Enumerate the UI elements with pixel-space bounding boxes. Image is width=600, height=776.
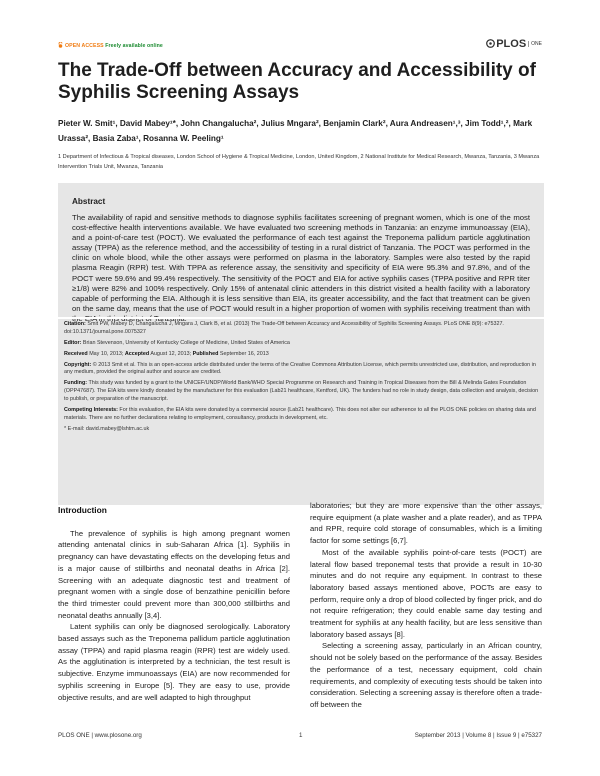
article-title: The Trade-Off between Accuracy and Accessibility of Syphilis Screening Assays: [58, 60, 536, 103]
abstract-text: The availability of rapid and sensitive methods to diagnose syphilis facilitates screening of pregnant women, which is one of the most cost-effective health interventions available. We have evaluated two screening methods in Tanzania: an enzyme immunoassay (EIA), and a point-of-care test (POCT). We evaluated the performance of each test against the Treponema pallidum particle agglutination assay (TPPA) as the reference method, and the accessibility of testing in a rural district of Tanzania. The POCT was performed in the clinic on whole blood, while the other assays were performed on plasma in the laboratory. Samples were also tested by the rapid plasma Reagin (RPR) test. With TPPA as reference assay, the sensitivity and specificity of EIA were 95.3% and 97.8%, and of the POCT were 59.6% and 99.4% respectively. The sensitivity of the POCT and EIA for active syphilis cases (TPPA positive and RPR titer ≥1/8) were 82% and 100% respectively. Only 15% of antenatal clinic attenders in this district visited a health facility with a laboratory capable of performing the EIA. Although it is less sensitive than EIA, its greater accessibility, and the fact that treatment can be given on the same day, means that the use of POCT would result in a higher proportion of women with syphilis receiving treatment than with the EIA in this district of Tanzania.: [72, 213, 530, 323]
competing-interests-line: Competing Interests: For this evaluation, the EIA kits were donated by a commercial source (Lab21 healthcare). This does not alter our adherence to all the PLOS ONE policies on sharing data and materials. There are no further declarations relating to employment, consultancy, products in development, etc.: [64, 406, 536, 421]
open-lock-icon: [58, 42, 63, 48]
paragraph: Selecting a screening assay, particularly in an African country, should not be solely based on the performance of the assay. Besides the performance of a test, necessary equipment, cold chain requirements, and complexity of executing tests should be taken into consideration. Selecting a screening assay is therefore often a trade-off between the: [310, 641, 542, 709]
access-label: ACCESS: [81, 43, 104, 49]
freely-available-label: Freely available online: [105, 43, 163, 49]
journal-logo: [486, 38, 542, 50]
footer-issue-info: September 2013 | Volume 8 | Issue 9 | e75327: [414, 732, 542, 739]
citation-line: Citation: Smit PW, Mabey D, Changalucha J, Mngara J, Clark B, et al. (2013) The Trade-Off between Accuracy and Accessibility of Syphilis Screening Assays. PLoS ONE 8(9): e75327. doi:10.1371/journal.pone.0075327: [64, 321, 504, 335]
article-metadata: [64, 321, 540, 437]
abstract-divider: [58, 317, 544, 319]
funding-line: Funding: This study was funded by a grant to the UNICEF/UNDP/World Bank/WHO Special Programme on Research and Training in Tropical Diseases from the Bill & Melinda Gates Foundation (OPP47687). The EIA kits were kindly donated by the manufacturer for this evaluation (Lab21 healthcare, Kentford, UK). The funders had no role in study design, data collection and analysis, decision to publish, or preparation of the manuscript.: [64, 380, 539, 402]
journal-header: [58, 40, 542, 56]
body-column-left: [58, 502, 290, 703]
page-number: 1: [299, 732, 303, 739]
abstract-heading: Abstract: [72, 197, 106, 206]
paragraph: The prevalence of syphilis is high among pregnant women attending antenatal clinics in sub-Saharan Africa [1]. Syphilis in pregnancy can have devastating effects on the developing fetus and is a major cause of stillbirths and neonatal deaths in Africa [2]. Screening with an adequate diagnostic test and treatment of pregnant women with a single dose of benzathine penicillin before the third trimester could prevent more than 300,000 stillbirths and neonatal deaths annually [3,4].: [58, 528, 290, 620]
affiliations: 1 Department of Infectious & Tropical diseases, London School of Hygiene & Tropical Medicine, London, United Kingdom, 2 National Institute for Medical Research, Mwanza, Tanzania, 3 Mwanza Intervention Trials Unit, Mwanza, Tanzania: [58, 154, 540, 170]
dates-line: Received May 10, 2013; Accepted August 12, 2013; Published September 16, 2013: [64, 350, 269, 357]
body-column-right: [310, 500, 542, 711]
journal-logo-text: PLOS: [496, 38, 527, 50]
open-label: OPEN: [65, 43, 81, 49]
paragraph: laboratories; but they are more expensive than the other assays, require equipment (a plate washer and a plate reader), and as TPPA and RPR, require cold storage of consumables, which is a limiting factor for some settings [6,7].: [310, 501, 542, 546]
copyright-line: Copyright: © 2013 Smit et al. This is an open-access article distributed under the terms of the Creative Commons Attribution License, which permits unrestricted use, distribution, and reproduction in any medium, provided the original author and source are credited.: [64, 361, 536, 376]
plos-logo-icon: [486, 39, 495, 48]
editor-line: Editor: Brian Stevenson, University of Kentucky College of Medicine, United States of America: [64, 339, 290, 346]
journal-logo-suffix: ONE: [528, 41, 542, 47]
footer-journal-url: PLOS ONE | www.plosone.org: [58, 732, 142, 739]
author-list: Pieter W. Smit¹, David Mabey¹*, John Changalucha², Julius Mngara², Benjamin Clark², Aura Andreasen¹,³, Jim Todd¹,², Mark Urassa², Basia Zaba¹, Rosanna W. Peeling¹: [58, 119, 533, 143]
email-line: * E-mail: david.mabey@lshtm.ac.uk: [64, 425, 150, 432]
introduction-heading: Introduction: [58, 505, 107, 515]
paragraph: Most of the available syphilis point-of-care tests (POCT) are lateral flow based treponemal tests that provide a result in 10-30 minutes and do not require any equipment. In contrast to these laboratory based assays mentioned above, POCTs are easy to perform, require only a drop of blood collected by finger prick, and do not require refrigeration; they could enable same day testing and treatment for syphilis at any health facility, but are less sensitive than laboratory based assays [8].: [310, 547, 542, 639]
paragraph: Latent syphilis can only be diagnosed serologically. Laboratory based assays such as the Treponema pallidum particle agglutination assay (TPPA) and rapid plasma reagin (RPR) test are widely used. As the agglutination is interpreted by a technician, the test result is subjective. Enzyme immunoassays (EIA) are now recommended for syphilis screening in Europe [5]. They are easy to use, provide objective results, and are well adapted to high throughput: [58, 622, 290, 702]
open-access-badge: [58, 42, 163, 49]
